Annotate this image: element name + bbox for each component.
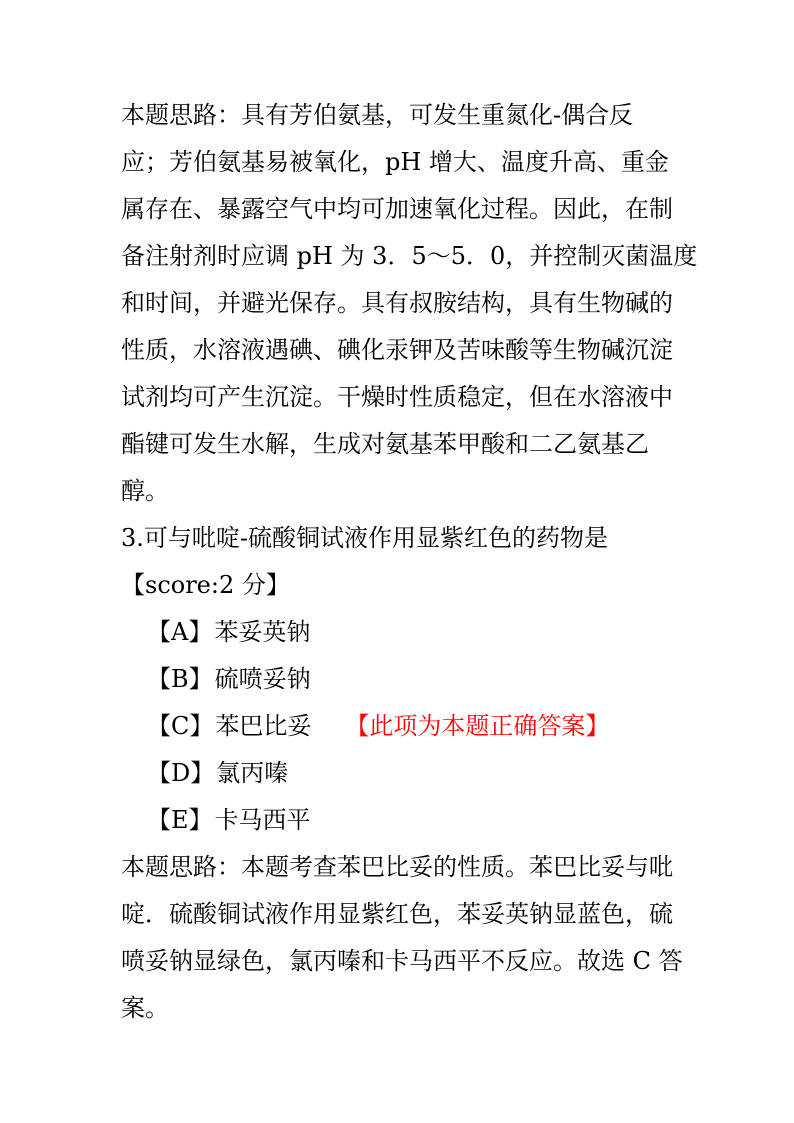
text-line: 本题思路：本题考查苯巴比妥的性质。苯巴比妥与吡 xyxy=(121,853,673,881)
option-label: 【B】 xyxy=(147,665,213,693)
option-label: 【E】 xyxy=(147,806,213,834)
option-list xyxy=(121,609,681,844)
option-text: 卡马西平 xyxy=(214,806,311,834)
analysis-paragraph-1 xyxy=(121,92,698,515)
text-line: 性质，水溶液遇碘、碘化汞钾及苦味酸等生物碱沉淀 xyxy=(121,336,673,364)
option-label: 【D】 xyxy=(147,759,215,787)
option-d xyxy=(121,750,681,797)
option-text: 苯妥英钠 xyxy=(214,618,311,646)
question-score: 【score:2 分】 xyxy=(121,571,290,599)
text-line: 和时间，并避光保存。具有叔胺结构，具有生物碱的 xyxy=(121,289,673,317)
text-line: 属存在、暴露空气中均可加速氧化过程。因此，在制 xyxy=(121,195,673,223)
document-page xyxy=(121,92,698,1032)
option-label: 【C】 xyxy=(147,712,214,740)
option-b xyxy=(121,656,681,703)
correct-answer-note: 【此项为本题正确答案】 xyxy=(345,712,610,740)
question-stem: 3.可与吡啶-硫酸铜试液作用显紫红色的药物是 xyxy=(121,524,609,552)
text-line: 啶．硫酸铜试液作用显紫红色，苯妥英钠显蓝色，硫 xyxy=(121,900,673,928)
option-text: 硫喷妥钠 xyxy=(214,665,311,693)
analysis-paragraph-3 xyxy=(121,844,681,1032)
text-line: 案。 xyxy=(121,994,169,1022)
option-label: 【A】 xyxy=(147,618,213,646)
option-a xyxy=(121,609,681,656)
text-line: 醇。 xyxy=(121,477,169,505)
text-line: 喷妥钠显绿色，氯丙嗪和卡马西平不反应。故选 C 答 xyxy=(121,947,683,975)
text-line: 应；芳伯氨基易被氧化，pH 增大、温度升高、重金 xyxy=(121,148,669,176)
text-line: 备注射剂时应调 pH 为 3．5～5．0，并控制灭菌温度 xyxy=(121,242,698,270)
option-c xyxy=(121,703,681,750)
text-line: 本题思路：具有芳伯氨基，可发生重氮化-偶合反 xyxy=(121,101,634,129)
text-line: 试剂均可产生沉淀。干燥时性质稳定，但在水溶液中 xyxy=(121,383,673,411)
option-e xyxy=(121,797,681,844)
text-line: 酯键可发生水解，生成对氨基苯甲酸和二乙氨基乙 xyxy=(121,430,649,458)
option-text: 氯丙嗪 xyxy=(216,759,289,787)
option-text: 苯巴比妥 xyxy=(215,712,312,740)
